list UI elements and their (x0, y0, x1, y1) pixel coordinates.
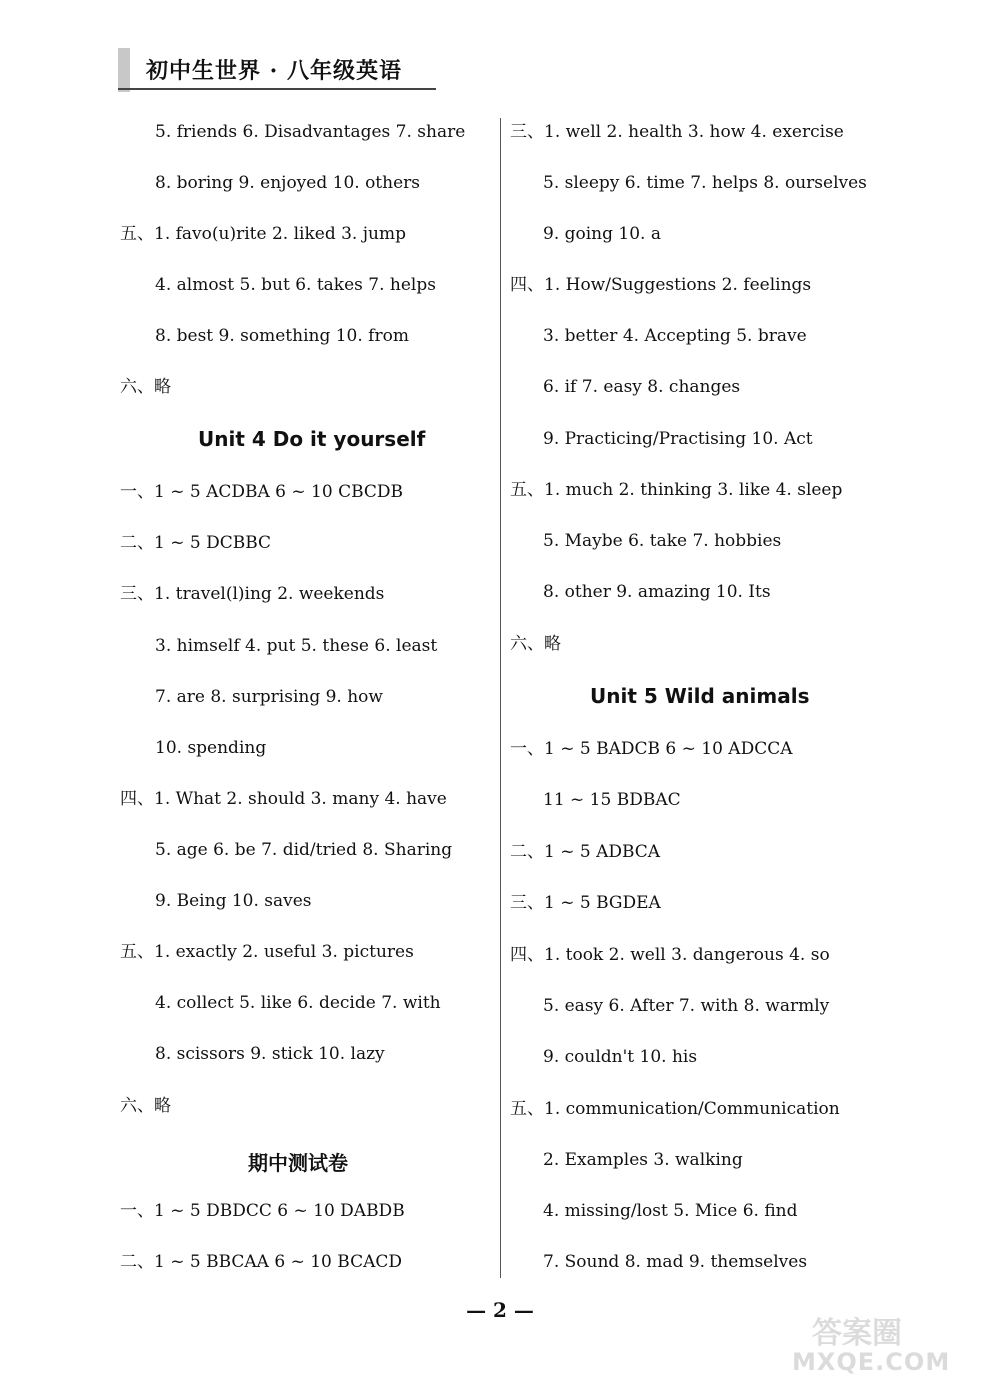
answer-line: 二、1 ~ 5 ADBCA (510, 842, 661, 862)
answer-line: 9. Practicing/Practising 10. Act (543, 429, 813, 449)
answer-line: 7. Sound 8. mad 9. themselves (543, 1252, 808, 1272)
answer-line: 3. better 4. Accepting 5. brave (543, 326, 807, 346)
answer-line: 四、1. took 2. well 3. dangerous 4. so (510, 945, 830, 965)
watermark-url: MXQE.COM (792, 1348, 951, 1376)
answer-line: 四、1. How/Suggestions 2. feelings (510, 275, 812, 295)
answer-line: 一、1 ~ 5 ACDBA 6 ~ 10 CBCDB (120, 482, 404, 502)
answer-line: 五、1. exactly 2. useful 3. pictures (120, 942, 414, 962)
answer-line: 三、1. well 2. health 3. how 4. exercise (510, 122, 844, 142)
answer-line: 三、1. travel(l)ing 2. weekends (120, 584, 385, 604)
answer-line: 六、略 (510, 634, 561, 654)
answer-line: 四、1. What 2. should 3. many 4. have (120, 789, 447, 809)
answer-line: 4. collect 5. like 6. decide 7. with (155, 993, 441, 1013)
page-header (118, 48, 436, 92)
answer-line: 六、略 (120, 377, 171, 397)
answer-line: 二、1 ~ 5 BBCAA 6 ~ 10 BCACD (120, 1252, 402, 1272)
answer-line: 9. Being 10. saves (155, 891, 312, 911)
header-title: 初中生世界 · 八年级英语 (146, 58, 402, 84)
answer-line: 五、1. much 2. thinking 3. like 4. sleep (510, 480, 843, 500)
answer-line: 9. couldn't 10. his (543, 1047, 698, 1067)
answer-line: 一、1 ~ 5 BADCB 6 ~ 10 ADCCA (510, 739, 793, 759)
watermark-text: 答案圈 (812, 1316, 902, 1351)
answer-line: 8. other 9. amazing 10. Its (543, 582, 771, 602)
answer-line: 7. are 8. surprising 9. how (155, 687, 383, 707)
answer-line: 六、略 (120, 1096, 171, 1116)
answer-line: 5. age 6. be 7. did/tried 8. Sharing (155, 840, 453, 860)
answer-line: 5. Maybe 6. take 7. hobbies (543, 531, 782, 551)
section-heading: 期中测试卷 (248, 1151, 348, 1175)
answer-line: 8. boring 9. enjoyed 10. others (155, 173, 420, 193)
answer-line: 二、1 ~ 5 DCBBC (120, 533, 272, 553)
answer-line: 3. himself 4. put 5. these 6. least (155, 636, 438, 656)
answer-line: 8. scissors 9. stick 10. lazy (155, 1044, 385, 1064)
answer-line: 5. easy 6. After 7. with 8. warmly (543, 996, 830, 1016)
answer-line: 11 ~ 15 BDBAC (543, 790, 681, 810)
answer-line: 4. almost 5. but 6. takes 7. helps (155, 275, 436, 295)
header-underline (118, 88, 436, 90)
answer-line: 5. friends 6. Disadvantages 7. share (155, 122, 466, 142)
answer-line: 8. best 9. something 10. from (155, 326, 409, 346)
section-heading: Unit 5 Wild animals (590, 684, 810, 708)
answer-line: 5. sleepy 6. time 7. helps 8. ourselves (543, 173, 867, 193)
column-divider (500, 118, 501, 1278)
header-accent-bar (118, 48, 130, 92)
page-number: — 2 — (466, 1298, 534, 1322)
answer-line: 三、1 ~ 5 BGDEA (510, 893, 661, 913)
answer-line: 6. if 7. easy 8. changes (543, 377, 741, 397)
answer-line: 9. going 10. a (543, 224, 661, 244)
answer-line: 2. Examples 3. walking (543, 1150, 743, 1170)
answer-line: 一、1 ~ 5 DBDCC 6 ~ 10 DABDB (120, 1201, 405, 1221)
answer-line: 10. spending (155, 738, 267, 758)
watermark-logo (782, 1308, 982, 1378)
answer-line: 4. missing/lost 5. Mice 6. find (543, 1201, 798, 1221)
answer-line: 五、1. communication/Communication (510, 1099, 840, 1119)
section-heading: Unit 4 Do it yourself (198, 427, 426, 451)
answer-line: 五、1. favo(u)rite 2. liked 3. jump (120, 224, 406, 244)
